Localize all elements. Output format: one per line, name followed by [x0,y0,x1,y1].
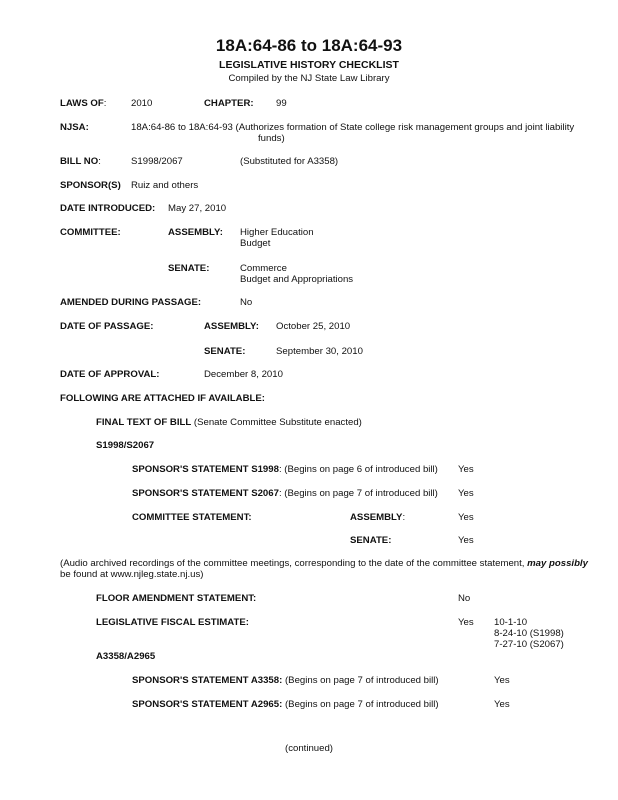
final-text-line: FINAL TEXT OF BILL (Senate Committee Substitute enacted) [96,417,362,428]
committee-statement-senate-label: SENATE: [350,535,392,546]
committee-senate-1: Commerce [240,263,287,274]
committee-assembly-label: ASSEMBLY: [168,227,223,238]
njsa-line-2: funds) [258,133,285,144]
sponsor-statement-s2067: SPONSOR'S STATEMENT S2067: (Begins on page 7 of introduced bill) [132,488,438,499]
sponsors-label: SPONSOR(S) [60,180,121,191]
passage-assembly-label: ASSEMBLY: [204,321,259,332]
committee-statement-assembly-label: ASSEMBLY: [350,512,406,523]
date-introduced-label: DATE INTRODUCED: [60,203,156,214]
fiscal-estimate-date-1: 10-1-10 [494,617,528,628]
bill-no-note: (Substituted for A3358) [240,156,339,167]
bill-no-value: S1998/2067 [131,156,183,167]
committee-statement-senate-value: Yes [458,535,474,546]
passage-senate-label: SENATE: [204,346,246,357]
sponsor-statement-s1998: SPONSOR'S STATEMENT S1998: (Begins on page 6 of introduced bill) [132,464,438,475]
laws-of-label: LAWS OF: [60,98,107,109]
date-of-passage-label: DATE OF PASSAGE: [60,321,154,332]
laws-of-value: 2010 [131,98,153,109]
passage-assembly-value: October 25, 2010 [276,321,351,332]
group-a3358-heading: A3358/A2965 [96,651,156,662]
amended-label: AMENDED DURING PASSAGE: [60,297,202,308]
date-introduced-value: May 27, 2010 [168,203,227,214]
floor-amendment-value: No [458,593,471,604]
compiled-by: Compiled by the NJ State Law Library [228,73,390,84]
fiscal-estimate-date-3: 7-27-10 (S2067) [494,639,564,650]
committee-senate-label: SENATE: [168,263,210,274]
sponsor-statement-s2067-value: Yes [458,488,474,499]
fiscal-estimate-date-2: 8-24-10 (S1998) [494,628,564,639]
attached-heading: FOLLOWING ARE ATTACHED IF AVAILABLE: [60,393,265,404]
fiscal-estimate-value: Yes [458,617,474,628]
committee-senate-2: Budget and Appropriations [240,274,354,285]
fiscal-estimate-label: LEGISLATIVE FISCAL ESTIMATE: [96,617,249,628]
continued-footer: (continued) [285,743,333,754]
passage-senate-value: September 30, 2010 [276,346,363,357]
committee-assembly-2: Budget [240,238,271,249]
sponsor-statement-a3358: SPONSOR'S STATEMENT A3358: (Begins on page 7 of introduced bill) [132,675,439,686]
page-title: 18A:64-86 to 18A:64-93 [215,36,403,55]
floor-amendment-label: FLOOR AMENDMENT STATEMENT: [96,593,257,604]
committee-statement-assembly-value: Yes [458,512,474,523]
njsa-label: NJSA: [60,122,89,133]
sponsors-value: Ruiz and others [131,180,199,191]
sponsor-statement-a2965-value: Yes [494,699,510,710]
sponsor-statement-a3358-value: Yes [494,675,510,686]
date-of-approval-value: December 8, 2010 [204,369,283,380]
committee-label: COMMITTEE: [60,227,121,238]
amended-value: No [240,297,253,308]
audio-note-line-1: (Audio archived recordings of the committee meetings, corresponding to the date of the committee statement, may possibly [60,558,588,569]
committee-statement-label: COMMITTEE STATEMENT: [132,512,252,523]
group-s1998-heading: S1998/S2067 [96,440,155,451]
njsa-line-1: 18A:64-86 to 18A:64-93 (Authorizes formation of State college risk management groups and joint liability [131,122,575,133]
chapter-label: CHAPTER: [204,98,254,109]
committee-assembly-1: Higher Education [240,227,314,238]
page-subtitle: LEGISLATIVE HISTORY CHECKLIST [219,59,399,71]
sponsor-statement-a2965: SPONSOR'S STATEMENT A2965: (Begins on page 7 of introduced bill) [132,699,439,710]
sponsor-statement-s1998-value: Yes [458,464,474,475]
date-of-approval-label: DATE OF APPROVAL: [60,369,160,380]
audio-note-line-2: be found at www.njleg.state.nj.us) [60,569,204,580]
bill-no-label: BILL NO: [60,156,101,167]
chapter-value: 99 [276,98,287,109]
